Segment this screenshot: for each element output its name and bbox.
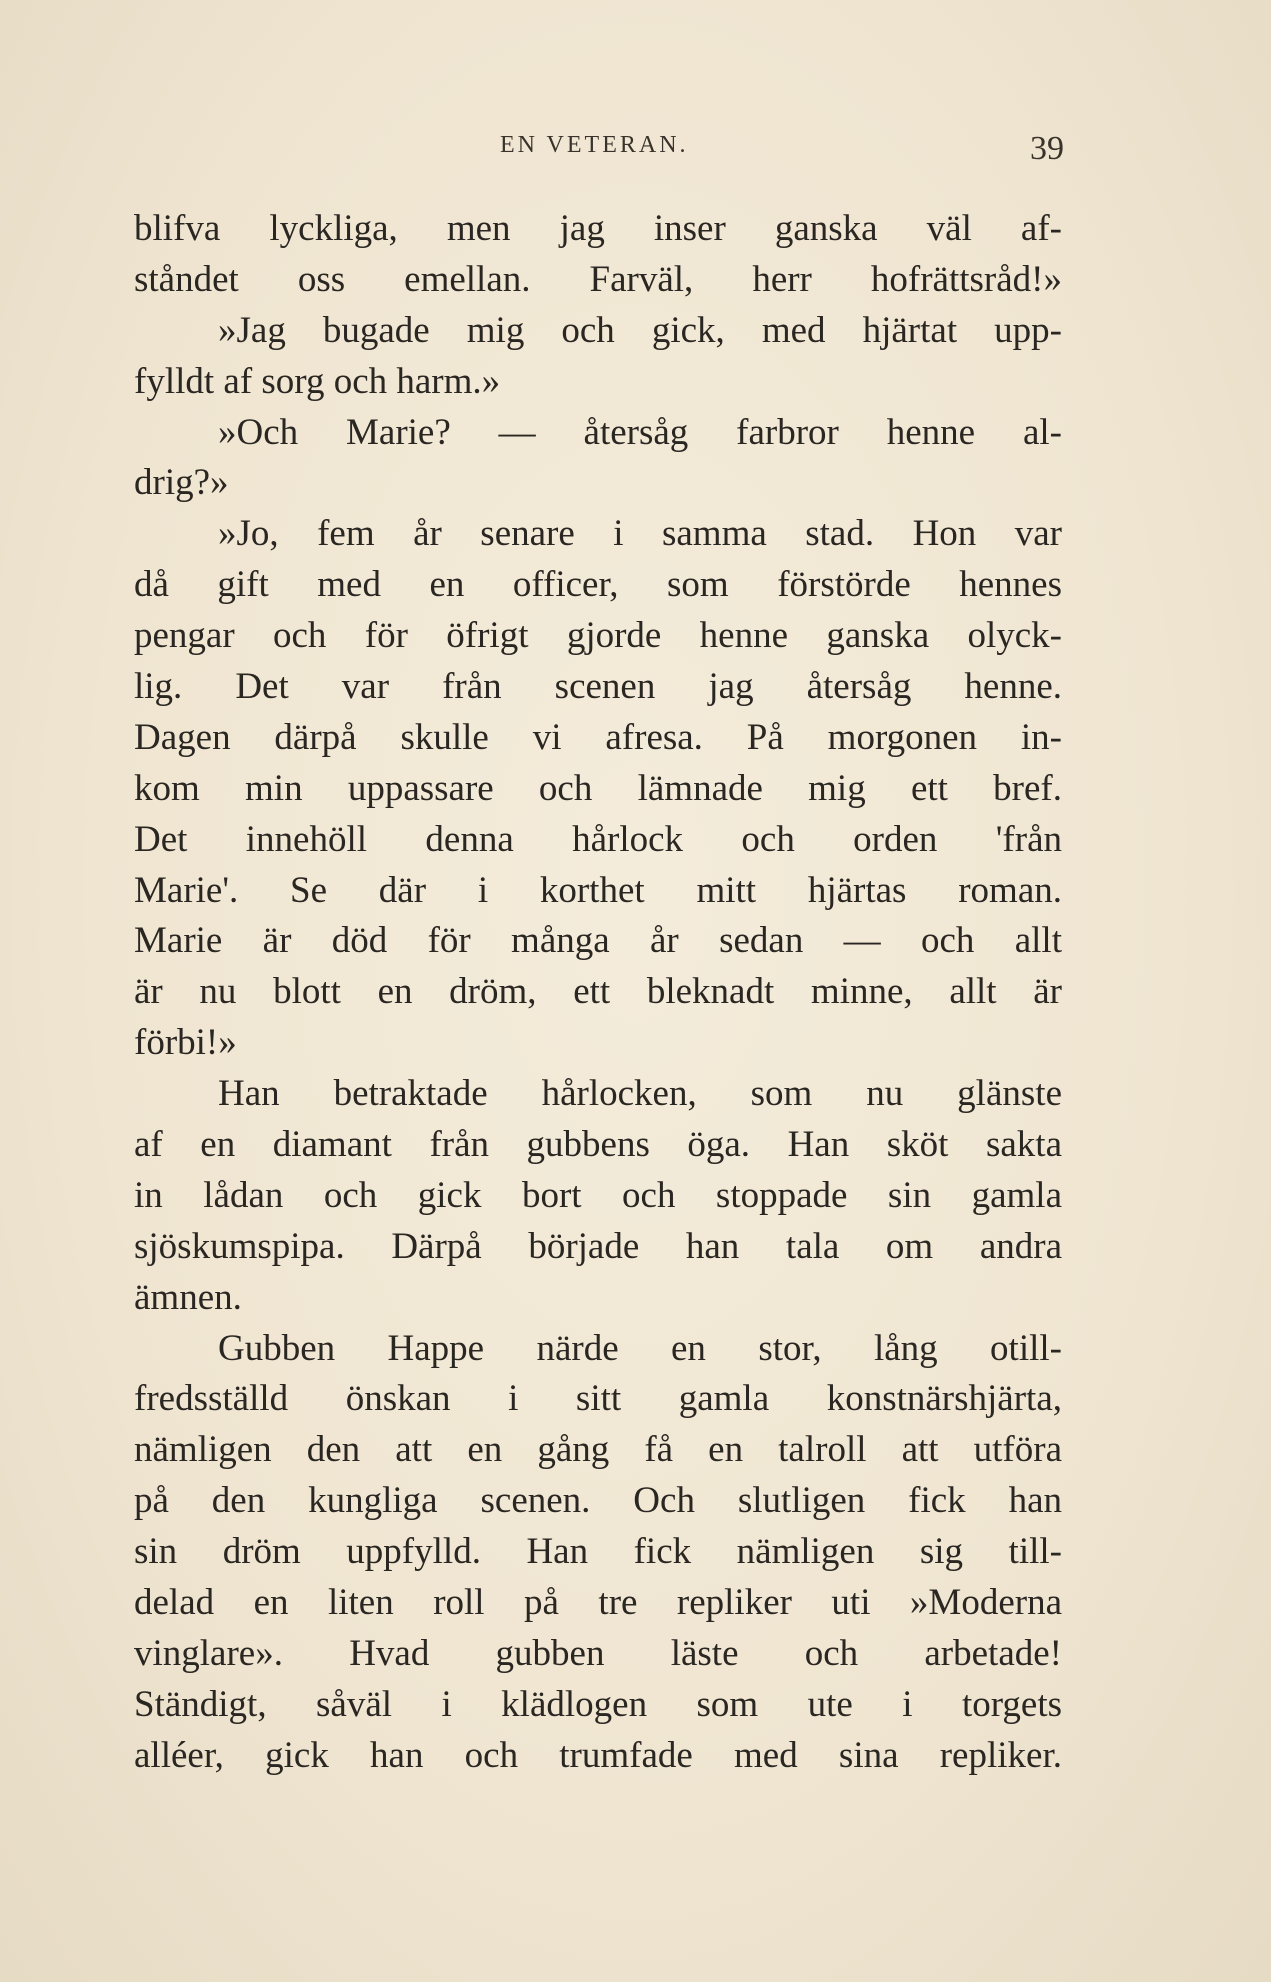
text-line: »Och Marie? — återsåg farbror henne al- — [218, 411, 1062, 453]
running-head — [0, 132, 1271, 172]
text-line: Marie är död för många år sedan — och allt — [134, 920, 1062, 962]
text-line: Ständigt, såväl i klädlogen som ute i torgets — [134, 1683, 1062, 1725]
text-line: sin dröm uppfylld. Han fick nämligen sig till- — [134, 1531, 1062, 1573]
text-line: fredsställd önskan i sitt gamla konstnärshjärta, — [134, 1378, 1062, 1420]
text-line: nämligen den att en gång få en talroll att utföra — [134, 1429, 1062, 1471]
text-line: Han betraktade hårlocken, som nu glänste — [218, 1073, 1062, 1115]
text-line: Dagen därpå skulle vi afresa. På morgonen in- — [134, 716, 1062, 758]
text-line: alléer, gick han och trumfade med sina repliker. — [134, 1734, 1062, 1776]
text-line: drig?» — [134, 462, 229, 504]
text-line: då gift med en officer, som förstörde hennes — [134, 564, 1062, 606]
text-line: lig. Det var från scenen jag återsåg henne. — [134, 666, 1062, 708]
text-line: Gubben Happe närde en stor, lång otill- — [218, 1327, 1062, 1369]
text-line: fylldt af sorg och harm.» — [134, 360, 501, 402]
text-line: delad en liten roll på tre repliker uti »Moderna — [134, 1582, 1062, 1624]
text-line: af en diamant från gubbens öga. Han sköt sakta — [134, 1124, 1062, 1166]
text-line: förbi!» — [134, 1022, 237, 1064]
text-line: kom min uppassare och lämnade mig ett bref. — [134, 767, 1062, 809]
text-line: ståndet oss emellan. Farväl, herr hofrättsråd!» — [134, 258, 1062, 300]
text-line: på den kungliga scenen. Och slutligen fick han — [134, 1480, 1062, 1522]
text-line: är nu blott en dröm, ett bleknadt minne, allt är — [134, 971, 1062, 1013]
text-line: Marie'. Se där i korthet mitt hjärtas roman. — [134, 869, 1062, 911]
text-line: ämnen. — [134, 1276, 242, 1318]
text-line: sjöskumspipa. Därpå började han tala om andra — [134, 1225, 1062, 1267]
text-line: »Jo, fem år senare i samma stad. Hon var — [218, 513, 1062, 555]
text-line: in lådan och gick bort och stoppade sin gamla — [134, 1174, 1062, 1216]
text-line: pengar och för öfrigt gjorde henne ganska olyck- — [134, 615, 1062, 657]
text-line: »Jag bugade mig och gick, med hjärtat upp- — [218, 309, 1062, 351]
page-number: 39 — [1030, 130, 1064, 167]
running-title: EN VETERAN. — [500, 132, 689, 158]
body-text — [134, 204, 1062, 1782]
text-line: Det innehöll denna hårlock och orden 'från — [134, 818, 1062, 860]
text-line: blifva lyckliga, men jag inser ganska väl af- — [134, 208, 1062, 249]
text-line: vinglare». Hvad gubben läste och arbetade! — [134, 1632, 1062, 1674]
